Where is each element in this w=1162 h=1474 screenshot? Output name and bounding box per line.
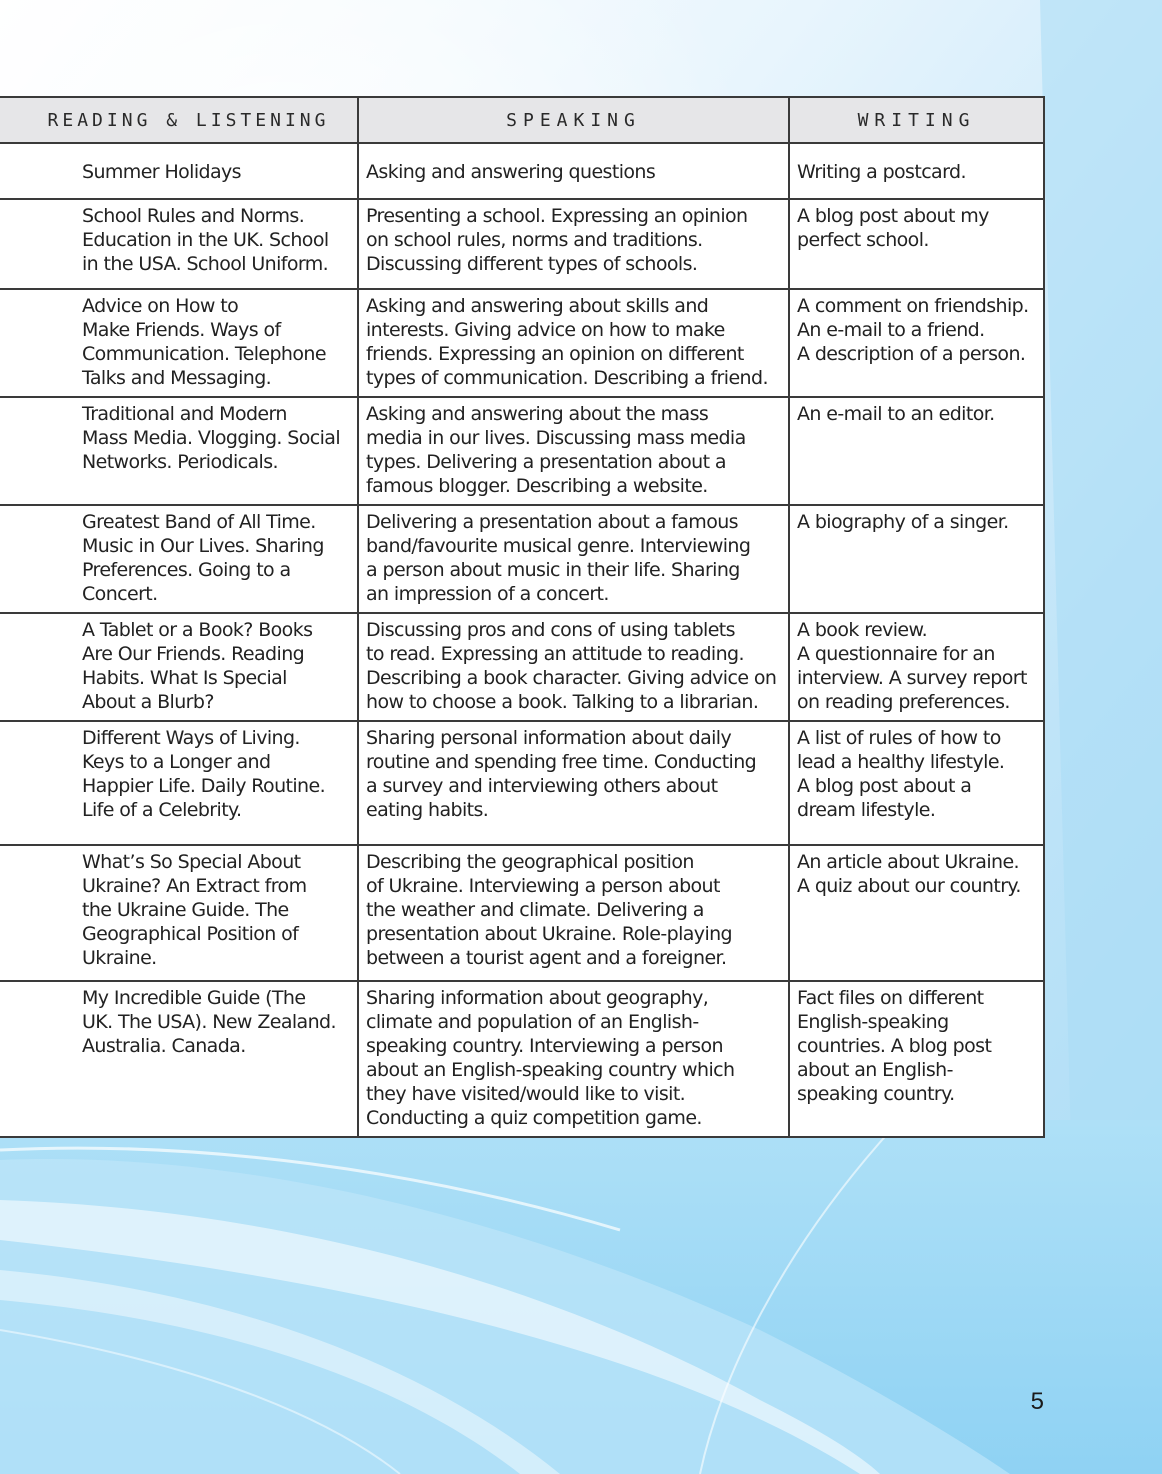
speaking-text: Asking and answering about the mass media in our lives. Discussing mass media types. Delivering a presentation about a famous blogger. Describing a website. xyxy=(366,403,746,497)
header-reading-listening: READING & LISTENING xyxy=(0,97,358,143)
reading-cell xyxy=(0,505,358,613)
reading-text: Greatest Band of All Time. Music in Our Lives. Sharing Preferences. Going to a Concert. xyxy=(82,511,324,605)
speaking-text: Asking and answering about skills and interests. Giving advice on how to make friends. Expressing an opinion on different types of communication. Describing a friend. xyxy=(366,295,768,389)
reading-text: My Incredible Guide (The UK. The USA). New Zealand. Australia. Canada. xyxy=(82,987,336,1057)
reading-text: Different Ways of Living. Keys to a Longer and Happier Life. Daily Routine. Life of a Celebrity. xyxy=(82,727,326,821)
speaking-cell xyxy=(358,289,789,397)
curriculum-table-container xyxy=(0,96,1044,1138)
writing-text: A book review. A questionnaire for an interview. A survey report on reading preferences. xyxy=(797,619,1027,713)
reading-text: What’s So Special About Ukraine? An Extract from the Ukraine Guide. The Geographical Position of Ukraine. xyxy=(82,851,307,969)
reading-text: Advice on How to Make Friends. Ways of Communication. Telephone Talks and Messaging. xyxy=(82,295,326,389)
writing-cell xyxy=(789,289,1044,397)
speaking-cell xyxy=(358,613,789,721)
writing-text: Writing a postcard. xyxy=(797,161,966,183)
writing-text: A comment on friendship. An e-mail to a friend. A description of a person. xyxy=(797,295,1029,365)
writing-text: A blog post about my perfect school. xyxy=(797,205,989,251)
speaking-text: Describing the geographical position of Ukraine. Interviewing a person about the weather and climate. Delivering a presentation about Ukraine. Role-playing between a tourist agent and a foreigner. xyxy=(366,851,733,969)
speaking-text: Presenting a school. Expressing an opinion on school rules, norms and traditions. Discussing different types of schools. xyxy=(366,205,748,275)
reading-text: School Rules and Norms. Education in the UK. School in the USA. School Uniform. xyxy=(82,205,329,275)
writing-cell xyxy=(789,981,1044,1137)
writing-cell xyxy=(789,845,1044,981)
table-row xyxy=(0,981,1044,1137)
reading-text: Summer Holidays xyxy=(82,161,241,183)
table-row xyxy=(0,721,1044,845)
writing-cell xyxy=(789,721,1044,845)
page-number: 5 xyxy=(1030,1388,1044,1415)
writing-cell xyxy=(789,143,1044,199)
table-row xyxy=(0,505,1044,613)
table-row xyxy=(0,143,1044,199)
reading-cell xyxy=(0,143,358,199)
curriculum-table xyxy=(0,96,1045,1138)
reading-text: A Tablet or a Book? Books Are Our Friends. Reading Habits. What Is Special About a Blurb? xyxy=(82,619,313,713)
writing-text: An article about Ukraine. A quiz about our country. xyxy=(797,851,1021,897)
reading-text: Traditional and Modern Mass Media. Vlogging. Social Networks. Periodicals. xyxy=(82,403,341,473)
reading-cell xyxy=(0,613,358,721)
table-row xyxy=(0,199,1044,289)
writing-cell xyxy=(789,397,1044,505)
reading-cell xyxy=(0,397,358,505)
writing-cell xyxy=(789,199,1044,289)
speaking-text: Sharing personal information about daily routine and spending free time. Conducting a survey and interviewing others about eating habits. xyxy=(366,727,757,821)
header-speaking: SPEAKING xyxy=(358,97,789,143)
speaking-cell xyxy=(358,505,789,613)
speaking-cell xyxy=(358,199,789,289)
reading-cell xyxy=(0,845,358,981)
speaking-text: Discussing pros and cons of using tablets to read. Expressing an attitude to reading. Describing a book character. Giving advice on how to choose a book. Talking to a librarian. xyxy=(366,619,777,713)
speaking-text: Asking and answering questions xyxy=(366,161,656,183)
reading-cell xyxy=(0,199,358,289)
speaking-cell xyxy=(358,721,789,845)
reading-cell xyxy=(0,289,358,397)
header-writing: WRITING xyxy=(789,97,1044,143)
speaking-cell xyxy=(358,143,789,199)
table-row xyxy=(0,397,1044,505)
reading-cell xyxy=(0,721,358,845)
table-row xyxy=(0,613,1044,721)
speaking-cell xyxy=(358,981,789,1137)
speaking-cell xyxy=(358,845,789,981)
table-header-row xyxy=(0,97,1044,143)
writing-cell xyxy=(789,613,1044,721)
speaking-text: Delivering a presentation about a famous band/favourite musical genre. Interviewing a person about music in their life. Sharing an impression of a concert. xyxy=(366,511,751,605)
writing-text: An e-mail to an editor. xyxy=(797,403,995,425)
writing-cell xyxy=(789,505,1044,613)
writing-text: Fact files on different English-speaking countries. A blog post about an English- speaking country. xyxy=(797,987,992,1105)
writing-text: A list of rules of how to lead a healthy lifestyle. A blog post about a dream lifestyle. xyxy=(797,727,1005,821)
writing-text: A biography of a singer. xyxy=(797,511,1009,533)
table-row xyxy=(0,289,1044,397)
speaking-cell xyxy=(358,397,789,505)
speaking-text: Sharing information about geography, climate and population of an English- speaking country. Interviewing a person about an English-speaking country which they have visited/would like to visit. Conducting a quiz competition game. xyxy=(366,987,735,1129)
reading-cell xyxy=(0,981,358,1137)
table-row xyxy=(0,845,1044,981)
